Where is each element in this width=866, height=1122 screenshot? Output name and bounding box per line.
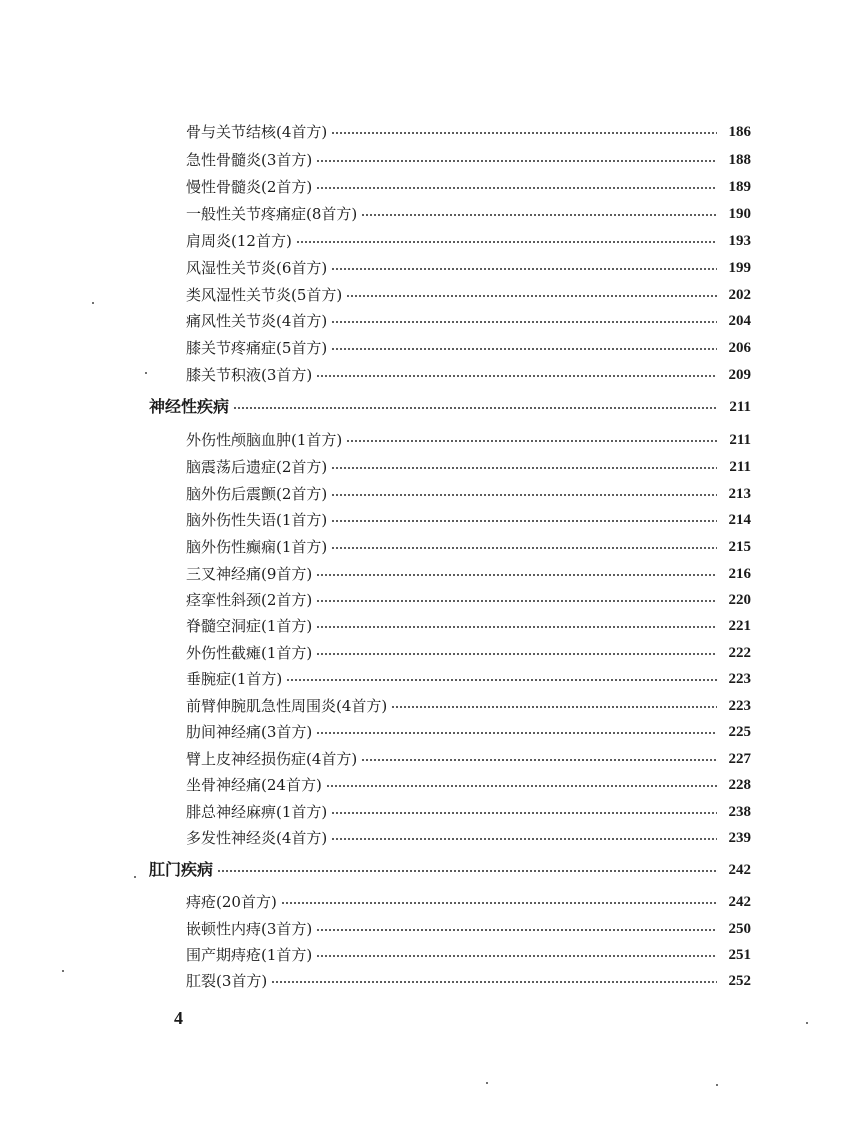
toc-title: 一般性关节疼痛症(8首方)	[186, 205, 358, 223]
dot-leader	[331, 518, 717, 524]
toc-title: 骨与关节结核(4首方)	[186, 123, 328, 141]
toc-title: 类风湿性关节炎(5首方)	[186, 286, 343, 304]
toc-title: 风湿性关节炎(6首方)	[186, 259, 328, 277]
toc-entry	[186, 915, 751, 939]
toc-title: 慢性骨髓炎(2首方)	[186, 178, 313, 196]
dot-leader	[316, 158, 717, 164]
toc-entry	[186, 771, 751, 795]
toc-title: 多发性神经炎(4首方)	[186, 829, 328, 847]
dot-leader	[316, 730, 717, 736]
dot-leader	[316, 185, 717, 191]
toc-title: 围产期痔疮(1首方)	[186, 946, 313, 964]
toc-title: 肛裂(3首方)	[186, 972, 268, 990]
dot-leader	[361, 757, 717, 763]
dot-leader	[316, 598, 717, 604]
toc-title: 脑震荡后遗症(2首方)	[186, 458, 328, 476]
toc-entry	[186, 426, 751, 450]
toc-entry	[186, 254, 751, 278]
toc-entry	[186, 967, 751, 991]
scan-speck	[62, 970, 64, 972]
dot-leader	[331, 492, 717, 498]
toc-entry	[186, 560, 751, 584]
toc-entry	[186, 173, 751, 197]
scan-speck	[134, 876, 136, 878]
dot-leader	[331, 130, 717, 136]
toc-title: 前臂伸腕肌急性周围炎(4首方)	[186, 697, 388, 715]
toc-page-number: 206	[728, 340, 751, 356]
toc-page-number: 213	[728, 486, 751, 502]
toc-entry	[186, 361, 751, 385]
dot-leader	[316, 373, 717, 379]
dot-leader	[391, 704, 717, 710]
toc-page-number: 228	[728, 777, 751, 793]
toc-title: 脑外伤性癫痫(1首方)	[186, 538, 328, 556]
toc-title: 痔疮(20首方)	[186, 893, 277, 911]
toc-page-number: 221	[728, 618, 751, 634]
scan-speck	[486, 1082, 488, 1084]
toc-section-heading	[149, 393, 751, 417]
toc-entry	[186, 798, 751, 822]
dot-leader	[331, 266, 717, 272]
dot-leader	[316, 624, 717, 630]
toc-entry	[186, 533, 751, 557]
toc-entry	[186, 146, 751, 170]
toc-entry	[186, 612, 751, 636]
toc-page-number: 214	[728, 512, 751, 528]
toc-entry	[186, 745, 751, 769]
dot-leader	[316, 572, 717, 578]
toc-title: 膝关节积液(3首方)	[186, 366, 313, 384]
scan-speck	[716, 1084, 718, 1086]
toc-entry	[186, 453, 751, 477]
toc-entry	[186, 639, 751, 663]
dot-leader	[331, 346, 717, 352]
toc-page-number: 223	[728, 671, 751, 687]
toc-entry	[186, 281, 751, 305]
toc-page-number: 211	[729, 432, 751, 448]
toc-page-number: 250	[728, 921, 751, 937]
toc-title: 脑外伤后震颤(2首方)	[186, 485, 328, 503]
toc-entry	[186, 718, 751, 742]
toc-entry	[186, 824, 751, 848]
toc-entry	[186, 200, 751, 224]
toc-entry	[186, 665, 751, 689]
scan-speck	[806, 1022, 808, 1024]
toc-page-number: 223	[728, 698, 751, 714]
toc-entry	[186, 480, 751, 504]
page-number: 4	[174, 1008, 183, 1028]
toc-page-number: 193	[728, 233, 751, 249]
dot-leader	[331, 319, 717, 325]
toc-title: 膝关节疼痛症(5首方)	[186, 339, 328, 357]
scan-speck	[145, 372, 147, 374]
toc-title: 垂腕症(1首方)	[186, 670, 283, 688]
toc-page-number: 199	[728, 260, 751, 276]
dot-leader	[286, 677, 717, 683]
toc-page-number: 211	[729, 459, 751, 475]
dot-leader	[217, 868, 717, 874]
toc-title: 坐骨神经痛(24首方)	[186, 776, 322, 794]
toc-title: 肋间神经痛(3首方)	[186, 723, 313, 741]
dot-leader	[331, 836, 717, 842]
toc-page-number: 204	[728, 313, 751, 329]
toc-title: 三叉神经痛(9首方)	[186, 565, 313, 583]
toc-page-number: 209	[728, 367, 751, 383]
toc-page-number: 188	[728, 152, 751, 168]
toc-title: 脑外伤性失语(1首方)	[186, 511, 328, 529]
toc-page-number: 215	[728, 539, 751, 555]
toc-title: 外伤性截瘫(1首方)	[186, 644, 313, 662]
toc-page-number: 190	[728, 206, 751, 222]
toc-title: 痛风性关节炎(4首方)	[186, 312, 328, 330]
dot-leader	[316, 953, 717, 959]
toc-page-number: 202	[728, 287, 751, 303]
toc-title: 神经性疾病	[149, 397, 230, 416]
toc-entry	[186, 692, 751, 716]
toc-page-number: 216	[728, 566, 751, 582]
toc-page-number: 242	[728, 862, 751, 878]
toc-page-number: 242	[728, 894, 751, 910]
dot-leader	[331, 810, 717, 816]
toc-entry	[186, 334, 751, 358]
toc-title: 肩周炎(12首方)	[186, 232, 292, 250]
dot-leader	[271, 979, 717, 985]
toc-section-heading	[149, 856, 751, 880]
toc-title: 急性骨髓炎(3首方)	[186, 151, 313, 169]
toc-page-number: 220	[728, 592, 751, 608]
toc-title: 嵌顿性内痔(3首方)	[186, 920, 313, 938]
toc-page-number: 239	[728, 830, 751, 846]
toc-title: 脊髓空洞症(1首方)	[186, 617, 313, 635]
dot-leader	[281, 900, 717, 906]
toc-page-number: 222	[728, 645, 751, 661]
scan-speck	[92, 302, 94, 304]
toc-entry	[186, 307, 751, 331]
toc-title: 腓总神经麻痹(1首方)	[186, 803, 328, 821]
toc-entry	[186, 118, 751, 142]
dot-leader	[316, 651, 717, 657]
toc-page-number: 225	[728, 724, 751, 740]
toc-page-number: 211	[729, 399, 751, 415]
dot-leader	[331, 545, 717, 551]
toc-entry	[186, 586, 751, 610]
toc-title: 肛门疾病	[149, 860, 214, 879]
toc-title: 臂上皮神经损伤症(4首方)	[186, 750, 358, 768]
dot-leader	[331, 465, 717, 471]
toc-page-number: 252	[728, 973, 751, 989]
toc-entry	[186, 941, 751, 965]
toc-entry	[186, 506, 751, 530]
dot-leader	[316, 927, 717, 933]
dot-leader	[346, 438, 717, 444]
toc-title: 痉挛性斜颈(2首方)	[186, 591, 313, 609]
dot-leader	[233, 405, 717, 411]
toc-entry	[186, 227, 751, 251]
toc-page-number: 251	[728, 947, 751, 963]
dot-leader	[346, 293, 717, 299]
dot-leader	[296, 239, 717, 245]
toc-entry	[186, 888, 751, 912]
toc-page-number: 238	[728, 804, 751, 820]
toc-page-number: 189	[728, 179, 751, 195]
toc-title: 外伤性颅脑血肿(1首方)	[186, 431, 343, 449]
dot-leader	[361, 212, 717, 218]
toc-page-number: 227	[728, 751, 751, 767]
dot-leader	[326, 783, 717, 789]
toc-page-number: 186	[728, 124, 751, 140]
